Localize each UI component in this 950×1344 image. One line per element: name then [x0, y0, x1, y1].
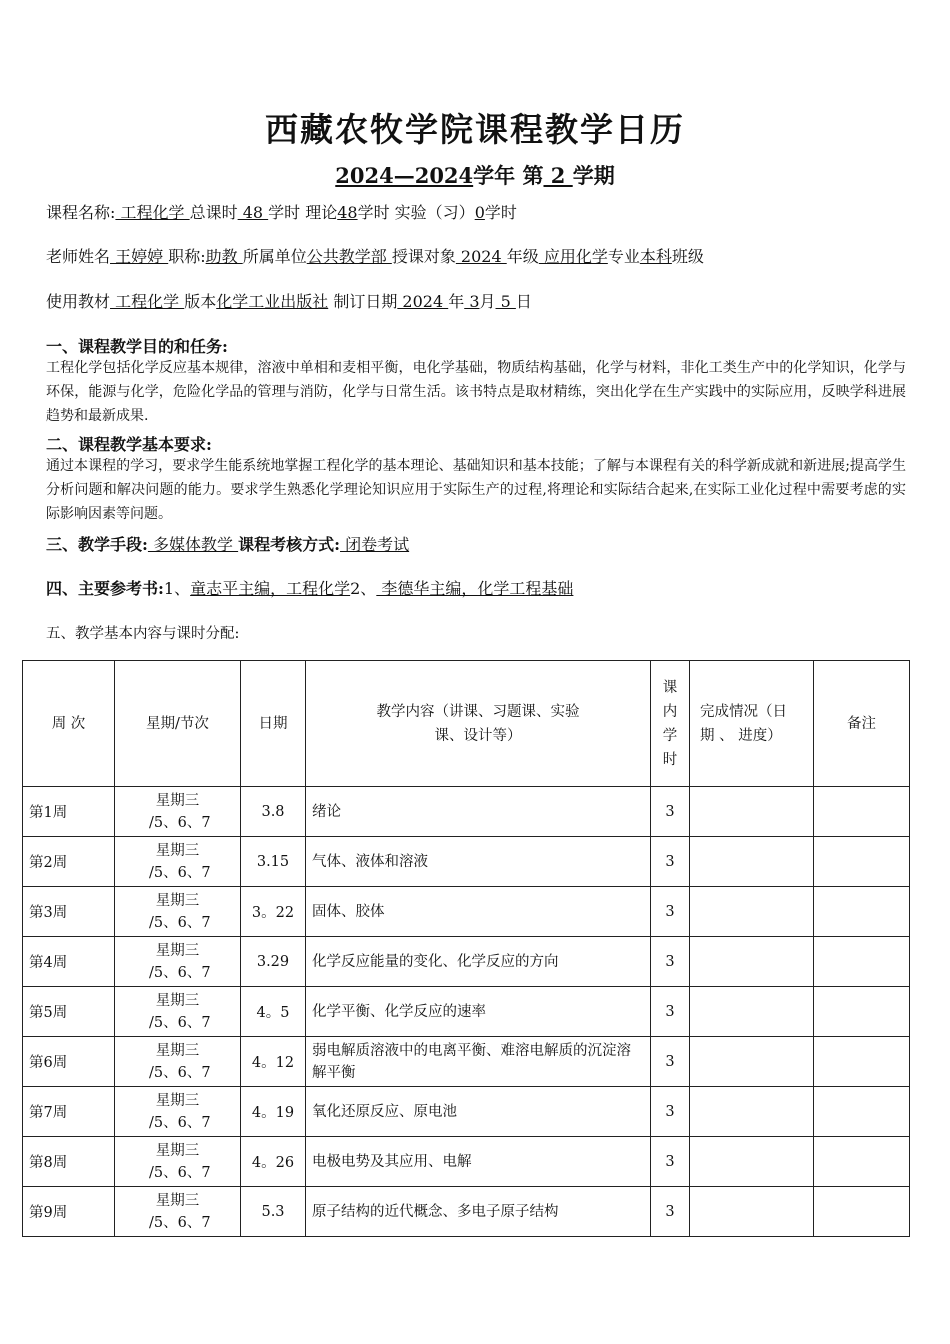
hours-cell: 3 — [651, 1087, 690, 1137]
weekday: 星期三 — [155, 942, 200, 959]
day-period-cell — [115, 787, 241, 837]
periods: /5、6、7 — [149, 814, 211, 831]
remarks-cell — [814, 1187, 910, 1237]
hours-cell: 3 — [651, 1037, 690, 1087]
lab-unit: 学时 — [484, 203, 517, 222]
year-char: 年 — [448, 292, 465, 311]
total-hours: 48 — [237, 203, 269, 222]
header-remarks: 备注 — [814, 661, 910, 787]
content-cell: 化学反应能量的变化、化学反应的方向 — [306, 937, 651, 987]
textbook-info-line — [46, 289, 532, 312]
table-row — [23, 937, 910, 987]
teaching-method: 多媒体教学 — [147, 535, 239, 554]
content-cell: 固体、胶体 — [306, 887, 651, 937]
hours-cell: 3 — [651, 1187, 690, 1237]
table-row — [23, 1037, 910, 1087]
status-cell — [690, 887, 814, 937]
periods: /5、6、7 — [149, 1164, 211, 1181]
date-cell: 4。12 — [241, 1037, 306, 1087]
weekday: 星期三 — [155, 1192, 200, 1209]
date-cell: 3。22 — [241, 887, 306, 937]
remarks-cell — [814, 987, 910, 1037]
publisher: 化学工业出版社 — [216, 292, 329, 311]
revision-year: 2024 — [397, 292, 449, 311]
week-cell: 第6周 — [23, 1037, 115, 1087]
reference-1: 童志平主编，工程化学 — [190, 579, 351, 598]
content-cell: 化学平衡、化学反应的速率 — [306, 987, 651, 1037]
course-label: 课程名称: — [46, 203, 116, 222]
periods: /5、6、7 — [149, 1114, 211, 1131]
weekday: 星期三 — [155, 1042, 200, 1059]
year-suffix: 学年 第 — [473, 163, 544, 188]
content-cell: 气体、液体和溶液 — [306, 837, 651, 887]
reference-1-prefix: 1、 — [163, 579, 191, 598]
date-cell: 4。5 — [241, 987, 306, 1037]
remarks-cell — [814, 1137, 910, 1187]
remarks-cell — [814, 787, 910, 837]
month-char: 月 — [479, 292, 496, 311]
semester-line — [0, 160, 950, 190]
week-cell: 第7周 — [23, 1087, 115, 1137]
teacher-name: 王婷婷 — [110, 247, 169, 266]
theory-hours: 48 — [337, 203, 358, 222]
hours-cell: 3 — [651, 837, 690, 887]
week-cell: 第1周 — [23, 787, 115, 837]
remarks-cell — [814, 937, 910, 987]
content-cell: 原子结构的近代概念、多电子原子结构 — [306, 1187, 651, 1237]
grade: 2024 — [455, 247, 507, 266]
week-cell: 第2周 — [23, 837, 115, 887]
header-day-period: 星期/节次 — [115, 661, 241, 787]
class-unit: 班级 — [671, 247, 704, 266]
weekday: 星期三 — [155, 842, 200, 859]
textbook-label: 使用教材 — [46, 292, 111, 311]
periods: /5、6、7 — [149, 1214, 211, 1231]
header-hours: 课内学时 — [651, 661, 690, 787]
total-hours-label: 总课时 — [189, 203, 238, 222]
status-cell — [690, 987, 814, 1037]
hours-cell: 3 — [651, 787, 690, 837]
content-cell: 氧化还原反应、原电池 — [306, 1087, 651, 1137]
day-period-cell — [115, 1187, 241, 1237]
weekday: 星期三 — [155, 992, 200, 1009]
day-char: 日 — [515, 292, 532, 311]
table-row — [23, 987, 910, 1037]
teacher-info-line — [46, 244, 704, 267]
table-row — [23, 1087, 910, 1137]
lab-hours: 0 — [474, 203, 485, 222]
section-1-heading: 一、课程教学目的和任务: — [46, 337, 228, 356]
revision-month: 3 — [464, 292, 480, 311]
weekday: 星期三 — [155, 792, 200, 809]
status-cell — [690, 1137, 814, 1187]
remarks-cell — [814, 1037, 910, 1087]
academic-year: 2024—2024 — [335, 163, 474, 188]
semester-suffix: 学期 — [572, 163, 615, 188]
day-period-cell — [115, 1037, 241, 1087]
day-period-cell — [115, 937, 241, 987]
section-4-line — [46, 576, 573, 599]
periods: /5、6、7 — [149, 964, 211, 981]
content-cell: 弱电解质溶液中的电离平衡、难溶电解质的沉淀溶解平衡 — [306, 1037, 651, 1087]
header-week: 周 次 — [23, 661, 115, 787]
unit: 公共教学部 — [306, 247, 392, 266]
remarks-cell — [814, 1087, 910, 1137]
day-period-cell — [115, 887, 241, 937]
date-cell: 4。26 — [241, 1137, 306, 1187]
week-cell: 第9周 — [23, 1187, 115, 1237]
status-cell — [690, 937, 814, 987]
status-cell — [690, 1187, 814, 1237]
section-2-body: 通过本课程的学习，要求学生能系统地掌握工程化学的基本理论、基础知识和基本技能；了解与本课程有关的科学新成就和新进展;提高学生分析问题和解决问题的能力。要求学生熟悉化学理论知识应用于实际生产的过程,将理论和实际结合起来,在实际工业化过程中需要考虑的实际影响因素等问题。 — [46, 458, 906, 522]
status-cell — [690, 1087, 814, 1137]
rank-label: 职称: — [168, 247, 206, 266]
schedule-table — [22, 660, 910, 1237]
periods: /5、6、7 — [149, 1064, 211, 1081]
week-cell: 第8周 — [23, 1137, 115, 1187]
remarks-cell — [814, 887, 910, 937]
section-5-heading: 五、教学基本内容与课时分配: — [46, 626, 240, 642]
table-row — [23, 837, 910, 887]
total-unit: 学时 理论 — [268, 203, 338, 222]
date-cell: 4。19 — [241, 1087, 306, 1137]
course-info-line — [46, 200, 517, 223]
table-row — [23, 787, 910, 837]
grade-unit: 年级 — [506, 247, 539, 266]
course-name: 工程化学 — [115, 203, 190, 222]
hours-cell: 3 — [651, 887, 690, 937]
teacher-label: 老师姓名 — [46, 247, 111, 266]
weekday: 星期三 — [155, 892, 200, 909]
status-cell — [690, 837, 814, 887]
section-3-line — [46, 532, 409, 555]
rank: 助教 — [205, 247, 243, 266]
hours-cell: 3 — [651, 937, 690, 987]
content-cell: 电极电势及其应用、电解 — [306, 1137, 651, 1187]
major: 应用化学 — [538, 247, 608, 266]
section-1-body: 工程化学包括化学反应基本规律，溶液中单相和麦相平衡，电化学基础，物质结构基础，化学与材料，非化工类生产中的化学知识，化学与环保，能源与化学，危险化学品的管理与消防，化学与日常生活。该书特点是取材精练，突出化学在生产实践中的实际应用，反映学科进展趋势和最新成果. — [46, 360, 906, 424]
date-cell: 3.15 — [241, 837, 306, 887]
table-row — [23, 1187, 910, 1237]
hours-cell: 3 — [651, 987, 690, 1037]
day-period-cell — [115, 1137, 241, 1187]
assessment-method: 闭卷考试 — [340, 535, 410, 554]
reference-2: 李德华主编，化学工程基础 — [376, 579, 574, 598]
header-status: 完成情况（日 期 、 进度） — [690, 661, 814, 787]
audience-label: 授课对象 — [391, 247, 456, 266]
table-header-row — [23, 661, 910, 787]
weekday: 星期三 — [155, 1142, 200, 1159]
revision-day: 5 — [495, 292, 516, 311]
date-cell: 3.29 — [241, 937, 306, 987]
day-period-cell — [115, 1087, 241, 1137]
periods: /5、6、7 — [149, 1014, 211, 1031]
semester-number: 2 — [543, 163, 573, 188]
remarks-cell — [814, 837, 910, 887]
reference-2-prefix: 2、 — [350, 579, 377, 598]
unit-label: 所属单位 — [242, 247, 307, 266]
level: 本科 — [639, 247, 672, 266]
week-cell: 第3周 — [23, 887, 115, 937]
date-cell: 3.8 — [241, 787, 306, 837]
teaching-method-label: 三、教学手段: — [46, 535, 148, 554]
hours-cell: 3 — [651, 1137, 690, 1187]
periods: /5、6、7 — [149, 864, 211, 881]
textbook: 工程化学 — [110, 292, 185, 311]
week-cell: 第4周 — [23, 937, 115, 987]
table-row — [23, 1137, 910, 1187]
date-cell: 5.3 — [241, 1187, 306, 1237]
periods: /5、6、7 — [149, 914, 211, 931]
major-unit: 专业 — [607, 247, 640, 266]
weekday: 星期三 — [155, 1092, 200, 1109]
content-cell: 绪论 — [306, 787, 651, 837]
status-cell — [690, 1037, 814, 1087]
day-period-cell — [115, 987, 241, 1037]
table-row — [23, 887, 910, 937]
status-cell — [690, 787, 814, 837]
edition-label: 版本 — [184, 292, 217, 311]
references-label: 四、主要参考书: — [46, 579, 164, 598]
week-cell: 第5周 — [23, 987, 115, 1037]
section-2-heading: 二、课程教学基本要求: — [46, 435, 212, 454]
day-period-cell — [115, 837, 241, 887]
assessment-label: 课程考核方式: — [238, 535, 341, 554]
header-content: 教学内容（讲课、习题课、实验课、设计等） — [306, 661, 651, 787]
revision-label: 制订日期 — [328, 292, 398, 311]
theory-unit: 学时 实验（习） — [357, 203, 475, 222]
page-title: 西藏农牧学院课程教学日历 — [265, 110, 685, 149]
header-date: 日期 — [241, 661, 306, 787]
